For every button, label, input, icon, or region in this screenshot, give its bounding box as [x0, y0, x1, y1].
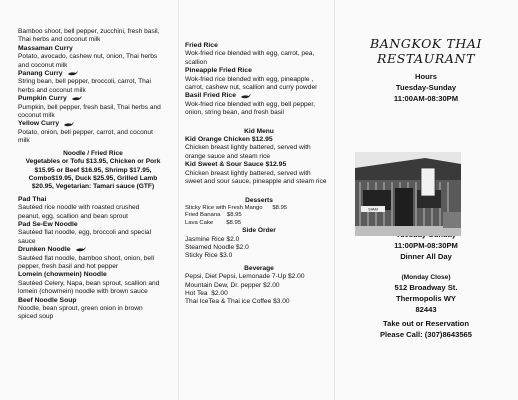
chili-pepper-icon: [63, 122, 74, 128]
curry-description: String bean, bell pepper, broccoli, carrot, Thai herbs and coconut milk: [18, 78, 151, 94]
kid-menu-description: Chicken breast lightly battered, served with orange sauce and steam rice: [185, 144, 311, 160]
noodle-list: [18, 196, 168, 322]
noodle-description: Noodle, bean sprout, green onion in brown spiced soup: [18, 305, 143, 321]
fried-rice-description: Wok-fried rice blended with egg, pineapple , carrot, cashew nut, scallion and curry powder: [185, 75, 318, 92]
curry-item: [18, 45, 168, 70]
curry-name: Massaman Curry: [18, 44, 73, 52]
noodle-name: Pad Thai: [18, 195, 47, 203]
side-order-list: [185, 236, 333, 261]
beverage-list: [185, 273, 333, 307]
noodle-item: [18, 196, 168, 221]
noodle-name: Drunken Noodle: [18, 246, 71, 254]
chili-pepper-icon: [71, 96, 82, 102]
noodle-name: Lomein (chowmein) Noodle: [18, 271, 107, 279]
curry-item: [18, 95, 168, 120]
beverage-item: Thai IceTea & Thai ice Coffee $3.00: [185, 298, 290, 306]
curry-list: [18, 45, 168, 146]
chili-pepper-icon: [75, 247, 86, 253]
curry-name: Yellow Curry: [18, 120, 60, 128]
curry-description: Potato, avocado, cashew nut, onion, Thai herbs and coconut milk: [18, 53, 158, 69]
fried-rice-list: [185, 42, 333, 118]
restaurant-photo: [355, 152, 461, 236]
kid-menu-item: [185, 136, 333, 161]
menu-column-rice-kids-drinks: [185, 42, 333, 307]
zip-code: 82443: [415, 304, 437, 314]
photo-sign-text: SIAM: [368, 206, 378, 212]
side-order-heading: Side Order: [242, 227, 276, 235]
hours-days: Tuesday-Sunday: [395, 82, 457, 92]
hours-time: 11:00AM-08:30PM: [393, 93, 459, 103]
curry-name: Pumpkin Curry: [18, 95, 67, 103]
beverage-item: Pepsi, Diet Pepsi, Lemonade 7-Up $2.00: [185, 273, 305, 281]
side-order-item: Steamed Noodle $2.0: [185, 243, 249, 251]
fried-rice-name: Basil Fried Rice: [185, 92, 236, 100]
menu-column-curry-noodles: [18, 28, 168, 322]
fried-rice-item: [185, 67, 333, 92]
kid-menu-name: Kid Orange Chicken $12.95: [185, 136, 273, 144]
open-time: 11:00PM-08:30PM: [394, 240, 458, 250]
chili-pepper-icon: [67, 71, 78, 77]
dessert-list: [185, 205, 333, 227]
curry-item: [18, 70, 168, 95]
dessert-item: Lava Cake $8.95: [185, 219, 241, 226]
noodle-item: [18, 246, 168, 271]
noodle-description: Sautéed Celery, Napa, bean sprout, scallion and lomein (chowmein) noodle with brown sauce: [18, 279, 160, 296]
dinner-all-day: Dinner All Day: [400, 251, 452, 261]
side-order-item: Jasmine Rice $2.0: [185, 235, 240, 243]
restaurant-name-line2: RESTAURANT: [376, 51, 476, 66]
kid-menu-name: Kid Sweet & Sour Sauce $12.95: [185, 161, 287, 169]
noodle-pricing: Vegetables or Tofu $13.95, Chicken or Pork $15.95 or Beef $16.95, Shrimp $17.95, Combo$19.95, Duck $25.95, Grilled Lamb $20.95, Vegetarian: Tamari sauce (GTF): [25, 158, 161, 191]
kid-menu-description: Chicken breast lightly battered, served with sweet and sour sauce, pineapple and steam rice: [185, 169, 327, 186]
noodle-item: [18, 221, 168, 246]
chili-pepper-icon: [240, 94, 251, 100]
side-order-item: Sticky Rice $3.0: [185, 252, 233, 260]
restaurant-name-line1: BANGKOK THAI: [369, 36, 483, 51]
noodle-description: Sautéed flat noodle, egg, broccoli and special sauce: [18, 229, 152, 245]
takeout-reservation: Take out or Reservation: [383, 318, 469, 328]
noodle-item: [18, 297, 168, 322]
dessert-item: Fried Banana $8.95: [185, 212, 242, 219]
beverage-heading: Beverage: [244, 264, 274, 272]
dessert-item: Sticky Rice with Fresh Mango $8.95: [185, 204, 288, 211]
fried-rice-name: Pineapple Fried Rice: [185, 67, 252, 75]
beverage-item: Hot Tea $2.00: [185, 289, 228, 297]
street-address: 512 Broadway St.: [394, 283, 458, 293]
fried-rice-name: Fried Rice: [185, 42, 218, 49]
kid-menu-heading: Kid Menu: [244, 127, 274, 135]
curry-description: Potato, onion, bell pepper, carrot, and coconut milk: [18, 128, 153, 145]
kid-menu-item: [185, 161, 333, 186]
beverage-item: Mountain Dew, Dr. pepper $2.00: [185, 281, 280, 289]
noodle-item: [18, 271, 168, 296]
fried-rice-description: Wok-fried rice blended with egg, bell pepper, onion, string bean, and fresh basil: [185, 100, 315, 117]
city-state: Thermopolis WY: [396, 294, 456, 304]
monday-closed: (Monday Close): [401, 273, 451, 281]
noodle-name: Pad Se-Ew Noodle: [18, 220, 78, 228]
phone-number: Please Call: (307)8643565: [379, 329, 473, 339]
pre-curry-description: Bamboo shoot, bell pepper, zucchini, fresh basil, Thai herbs and coconut milk: [18, 28, 160, 44]
fried-rice-description: Wok-fried rice blended with egg, carrot, pea, scallion: [185, 50, 315, 66]
curry-description: Pumpkin, bell pepper, fresh basil, Thai herbs and coconut milk: [18, 103, 161, 120]
noodle-description: Sautéed flat noodle, bamboo shoot, onion, bell pepper, fresh basil and hot pepper: [18, 254, 155, 270]
noodle-name: Beef Noodle Soup: [18, 296, 77, 304]
fold-line-right: [334, 0, 335, 400]
fried-rice-item: [185, 92, 333, 117]
hours-label: Hours: [415, 72, 437, 81]
fried-rice-item: [185, 42, 333, 67]
desserts-heading: Desserts: [245, 196, 273, 204]
fold-line-left: [178, 0, 179, 400]
kid-menu-list: [185, 136, 333, 186]
noodle-description: Sautéed rice noodle with roasted crushed peanut, egg, scallion and bean sprout: [18, 204, 140, 220]
noodle-fried-rice-heading: Noodle / Fried Rice: [63, 149, 123, 157]
curry-item: [18, 120, 168, 145]
curry-name: Panang Curry: [18, 70, 63, 78]
